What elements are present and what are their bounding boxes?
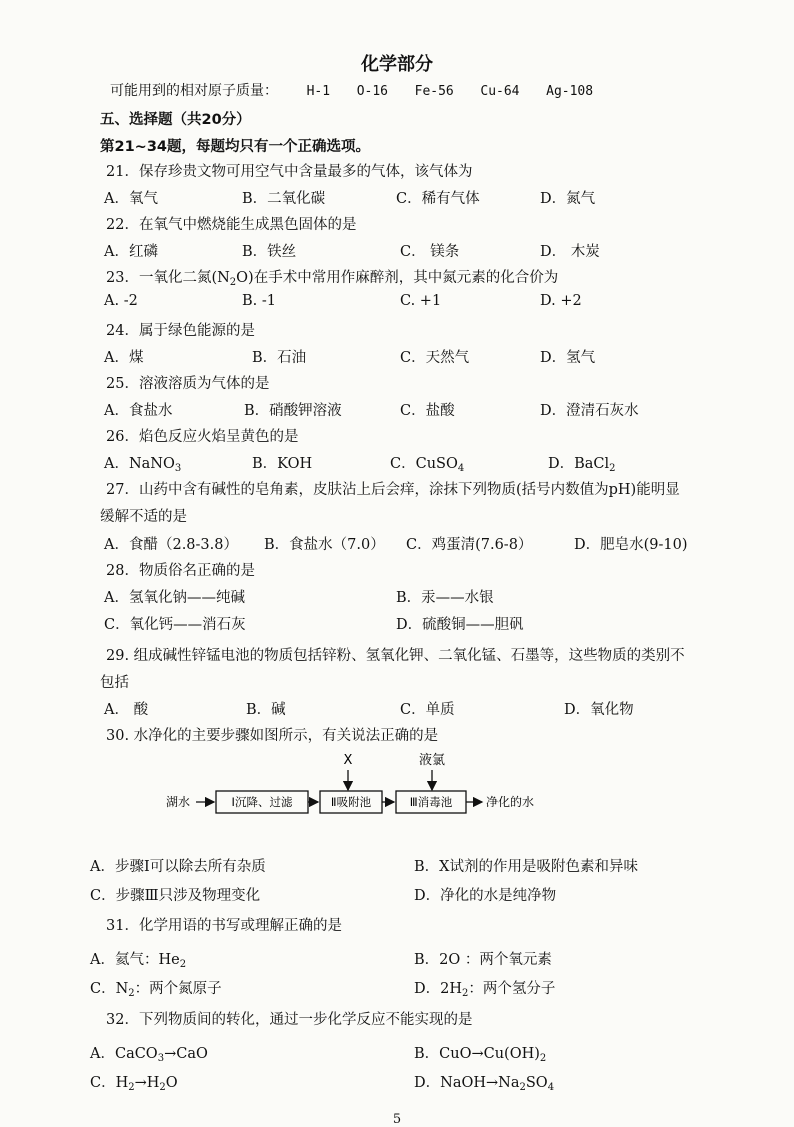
q21-option-a: A．氧气 <box>104 191 158 207</box>
question-31-stem: 31．化学用语的书写或理解正确的是 <box>106 918 342 934</box>
atomic-mass-cu: Cu-64 <box>480 84 520 99</box>
q32-option-a-text: A．CaCO <box>90 1046 158 1062</box>
atomic-mass-h: H-1 <box>306 84 331 99</box>
q26-option-a-sub: 3 <box>174 463 182 474</box>
q31-option-a <box>90 948 186 970</box>
question-27-stem-line1: 27．山药中含有碱性的皂角素，皮肤沾上后会痒，涂抹下列物质(括号内数值为pH)能明显 <box>106 482 680 498</box>
q26-option-a-text: A．NaNO <box>104 456 175 472</box>
q26-option-a <box>104 452 181 474</box>
q26-option-d-text: D．BaCl <box>548 456 610 472</box>
q32-option-d-sub2: 4 <box>547 1082 555 1093</box>
q31-option-c-text2: ：两个氮原子 <box>134 981 222 997</box>
q28-option-a: A．氢氧化钠——纯碱 <box>104 590 245 606</box>
q22-option-d: D． 木炭 <box>540 244 600 260</box>
q27-option-a: A．食醋（2.8-3.8） <box>104 537 238 553</box>
diagram-step2: Ⅱ吸附池 <box>330 795 372 809</box>
q32-option-d-sub1: 2 <box>519 1082 526 1093</box>
q22-option-c: C． 镁条 <box>400 244 460 260</box>
q29-option-d: D．氧化物 <box>564 702 634 718</box>
atomic-masses-label: 可能用到的相对原子质量： <box>110 83 278 99</box>
q27-option-c: C．鸡蛋清(7.6-8） <box>406 537 533 553</box>
q25-option-b: B．硝酸钾溶液 <box>244 403 342 419</box>
q30-option-a: A．步骤Ⅰ可以除去所有杂质 <box>90 859 266 875</box>
question-27-stem-line2: 缓解不适的是 <box>100 509 187 525</box>
q29-option-c: C．单质 <box>400 702 455 718</box>
q30-option-b: B．X试剂的作用是吸附色素和异味 <box>414 859 638 875</box>
q26-option-c-sub: 4 <box>457 463 465 474</box>
q27-option-d: D．肥皂水(9-10) <box>574 537 688 553</box>
water-purification-diagram <box>160 752 580 832</box>
q24-option-a: A．煤 <box>104 350 144 366</box>
q32-option-a-sub: 3 <box>157 1053 165 1064</box>
question-32-stem: 32．下列物质间的转化，通过一步化学反应不能实现的是 <box>106 1012 473 1028</box>
q31-option-d-text2: ：两个氢分子 <box>468 981 556 997</box>
q32-option-c-text3: O <box>165 1075 178 1091</box>
q28-option-d: D．硫酸铜——胆矾 <box>396 617 524 633</box>
q31-option-d-sub: 2 <box>462 988 469 999</box>
q32-option-a <box>90 1042 208 1064</box>
question-21-stem: 21．保存珍贵文物可用空气中含量最多的气体，该气体为 <box>106 164 473 180</box>
q32-option-c-sub2: 2 <box>159 1082 166 1093</box>
diagram-step1: Ⅰ沉降、过滤 <box>231 795 293 809</box>
q32-option-d-text: D．NaOH→Na <box>414 1075 520 1091</box>
q29-option-a: A． 酸 <box>104 702 149 718</box>
q31-option-c-text: C．N <box>90 981 129 997</box>
q21-option-c: C．稀有气体 <box>396 191 480 207</box>
q24-option-b: B．石油 <box>252 350 307 366</box>
section-instruction: 第21~34题，每题均只有一个正确选项。 <box>100 139 371 155</box>
q31-option-c-sub: 2 <box>128 988 135 999</box>
q28-option-b: B．汞——水银 <box>396 590 494 606</box>
q32-option-d-text2: SO <box>525 1075 548 1091</box>
q32-option-c-sub1: 2 <box>128 1082 135 1093</box>
q22-option-a: A．红磷 <box>104 244 158 260</box>
atomic-mass-ag: Ag-108 <box>546 84 594 99</box>
q26-option-c-text: C．CuSO <box>390 456 458 472</box>
q32-option-b <box>414 1042 546 1064</box>
q26-option-b: B．KOH <box>252 456 313 472</box>
q31-option-d-text: D．2H <box>414 981 462 997</box>
q23-stem-part1: 23．一氧化二氮(N <box>106 270 230 286</box>
q23-stem-part2: O)在手术中常用作麻醉剂，其中氮元素的化合价为 <box>236 270 559 286</box>
diagram-step3: Ⅲ消毒池 <box>409 795 453 809</box>
section-heading: 五、选择题（共20分） <box>100 112 251 128</box>
diagram-input-x: X <box>343 753 353 768</box>
question-28-stem: 28．物质俗名正确的是 <box>106 563 255 579</box>
q22-option-b: B．铁丝 <box>242 244 297 260</box>
q23-option-b: B. -1 <box>242 293 276 309</box>
q32-option-b-text: B．CuO→Cu(OH) <box>414 1046 540 1062</box>
question-25-stem: 25．溶液溶质为气体的是 <box>106 376 270 392</box>
q32-option-c <box>90 1071 178 1093</box>
q23-stem-subscript: 2 <box>229 277 237 288</box>
q32-option-c-text2: →H <box>134 1075 160 1091</box>
q24-option-d: D．氢气 <box>540 350 596 366</box>
question-23-stem <box>106 266 558 288</box>
q31-option-a-sub: 2 <box>179 959 187 970</box>
question-29-stem-line2: 包括 <box>100 675 129 691</box>
question-29-stem-line1: 29. 组成碱性锌锰电池的物质包括锌粉、氢氧化钾、二氧化锰、石墨等，这些物质的类别不 <box>106 648 685 664</box>
q30-option-d: D．净化的水是纯净物 <box>414 888 557 904</box>
atomic-masses-row <box>110 80 615 100</box>
q23-option-a: A. -2 <box>104 293 138 309</box>
q21-option-d: D．氮气 <box>540 191 596 207</box>
q28-option-c: C．氧化钙——消石灰 <box>104 617 246 633</box>
q30-option-c: C．步骤Ⅲ只涉及物理变化 <box>90 888 261 904</box>
question-24-stem: 24．属于绿色能源的是 <box>106 323 255 339</box>
atomic-mass-fe: Fe-56 <box>414 84 454 99</box>
q25-option-c: C．盐酸 <box>400 403 455 419</box>
page-number: 5 <box>392 1112 402 1127</box>
q25-option-a: A．食盐水 <box>104 403 173 419</box>
q32-option-b-sub: 2 <box>539 1053 547 1064</box>
q31-option-a-text: A．氦气：He <box>90 952 180 968</box>
q23-option-d: D. +2 <box>540 293 582 309</box>
atomic-mass-o: O-16 <box>356 84 389 99</box>
q29-option-b: B．碱 <box>246 702 286 718</box>
q31-option-b: B．2O ：两个氧元素 <box>414 952 552 968</box>
section-title: 化学部分 <box>361 54 433 75</box>
q24-option-c: C．天然气 <box>400 350 470 366</box>
q31-option-d <box>414 977 555 999</box>
question-26-stem: 26．焰色反应火焰呈黄色的是 <box>106 429 299 445</box>
q31-option-c <box>90 977 222 999</box>
q32-option-a-text2: →CaO <box>164 1046 208 1062</box>
diagram-start: 湖水 <box>166 795 191 809</box>
question-30-stem: 30. 水净化的主要步骤如图所示，有关说法正确的是 <box>106 728 439 744</box>
q32-option-c-text: C．H <box>90 1075 129 1091</box>
q26-option-d-sub: 2 <box>609 463 616 474</box>
q23-option-c: C. +1 <box>400 293 442 309</box>
q32-option-d <box>414 1071 554 1093</box>
diagram-end: 净化的水 <box>486 795 535 809</box>
q25-option-d: D．澄清石灰水 <box>540 403 639 419</box>
q26-option-c <box>390 452 464 474</box>
q21-option-b: B．二氧化碳 <box>242 191 326 207</box>
q27-option-b: B．食盐水（7.0） <box>264 537 385 553</box>
q26-option-d <box>548 452 616 474</box>
question-22-stem: 22．在氧气中燃烧能生成黑色固体的是 <box>106 217 357 233</box>
diagram-input-chlorine: 液氯 <box>418 753 446 768</box>
